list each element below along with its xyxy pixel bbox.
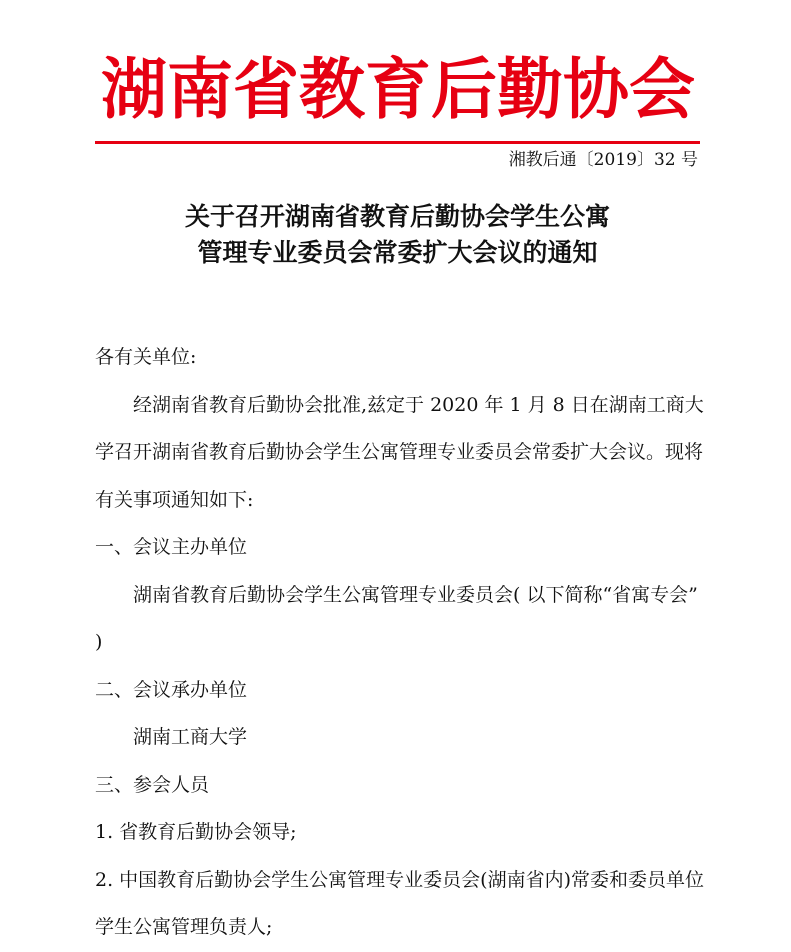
section-heading-attendees: 三、参会人员: [95, 773, 210, 796]
section-heading-host: 二、会议承办单位: [95, 678, 248, 701]
org-masthead: 湖南省教育后勤协会: [101, 51, 695, 128]
intro-paragraph: 经湖南省教育后勤协会批准,兹定于 2020 年 1 月 8 日在湖南工商大学召开湖南省教育后勤协会学生公寓管理专业委员会常委扩大会议。现将有关事项通知如下:: [95, 393, 704, 511]
salutation: 各有关单位:: [95, 346, 197, 368]
title-line-1: 关于召开湖南省教育后勤协会学生公寓: [184, 202, 610, 231]
section-heading-organizer: 一、会议主办单位: [95, 536, 248, 558]
organizer-text: 湖南省教育后勤协会学生公寓管理专业委员会( 以下简称“省寓专会” ): [95, 583, 698, 653]
document-body: [95, 334, 707, 952]
document-title: [95, 199, 700, 271]
title-line-2: 管理专业委员会常委扩大会议的通知: [197, 238, 598, 267]
host-text: 湖南工商大学: [133, 726, 248, 748]
attendee-item-1: 1. 省教育后勤协会领导;: [95, 821, 297, 843]
document-number: 湘教后通〔2019〕32 号: [508, 150, 698, 170]
attendee-item-2: 2. 中国教育后勤协会学生公寓管理专业委员会(湖南省内)常委和委员单位学生公寓管理负责人;: [95, 868, 704, 938]
red-divider-line: [95, 141, 700, 144]
